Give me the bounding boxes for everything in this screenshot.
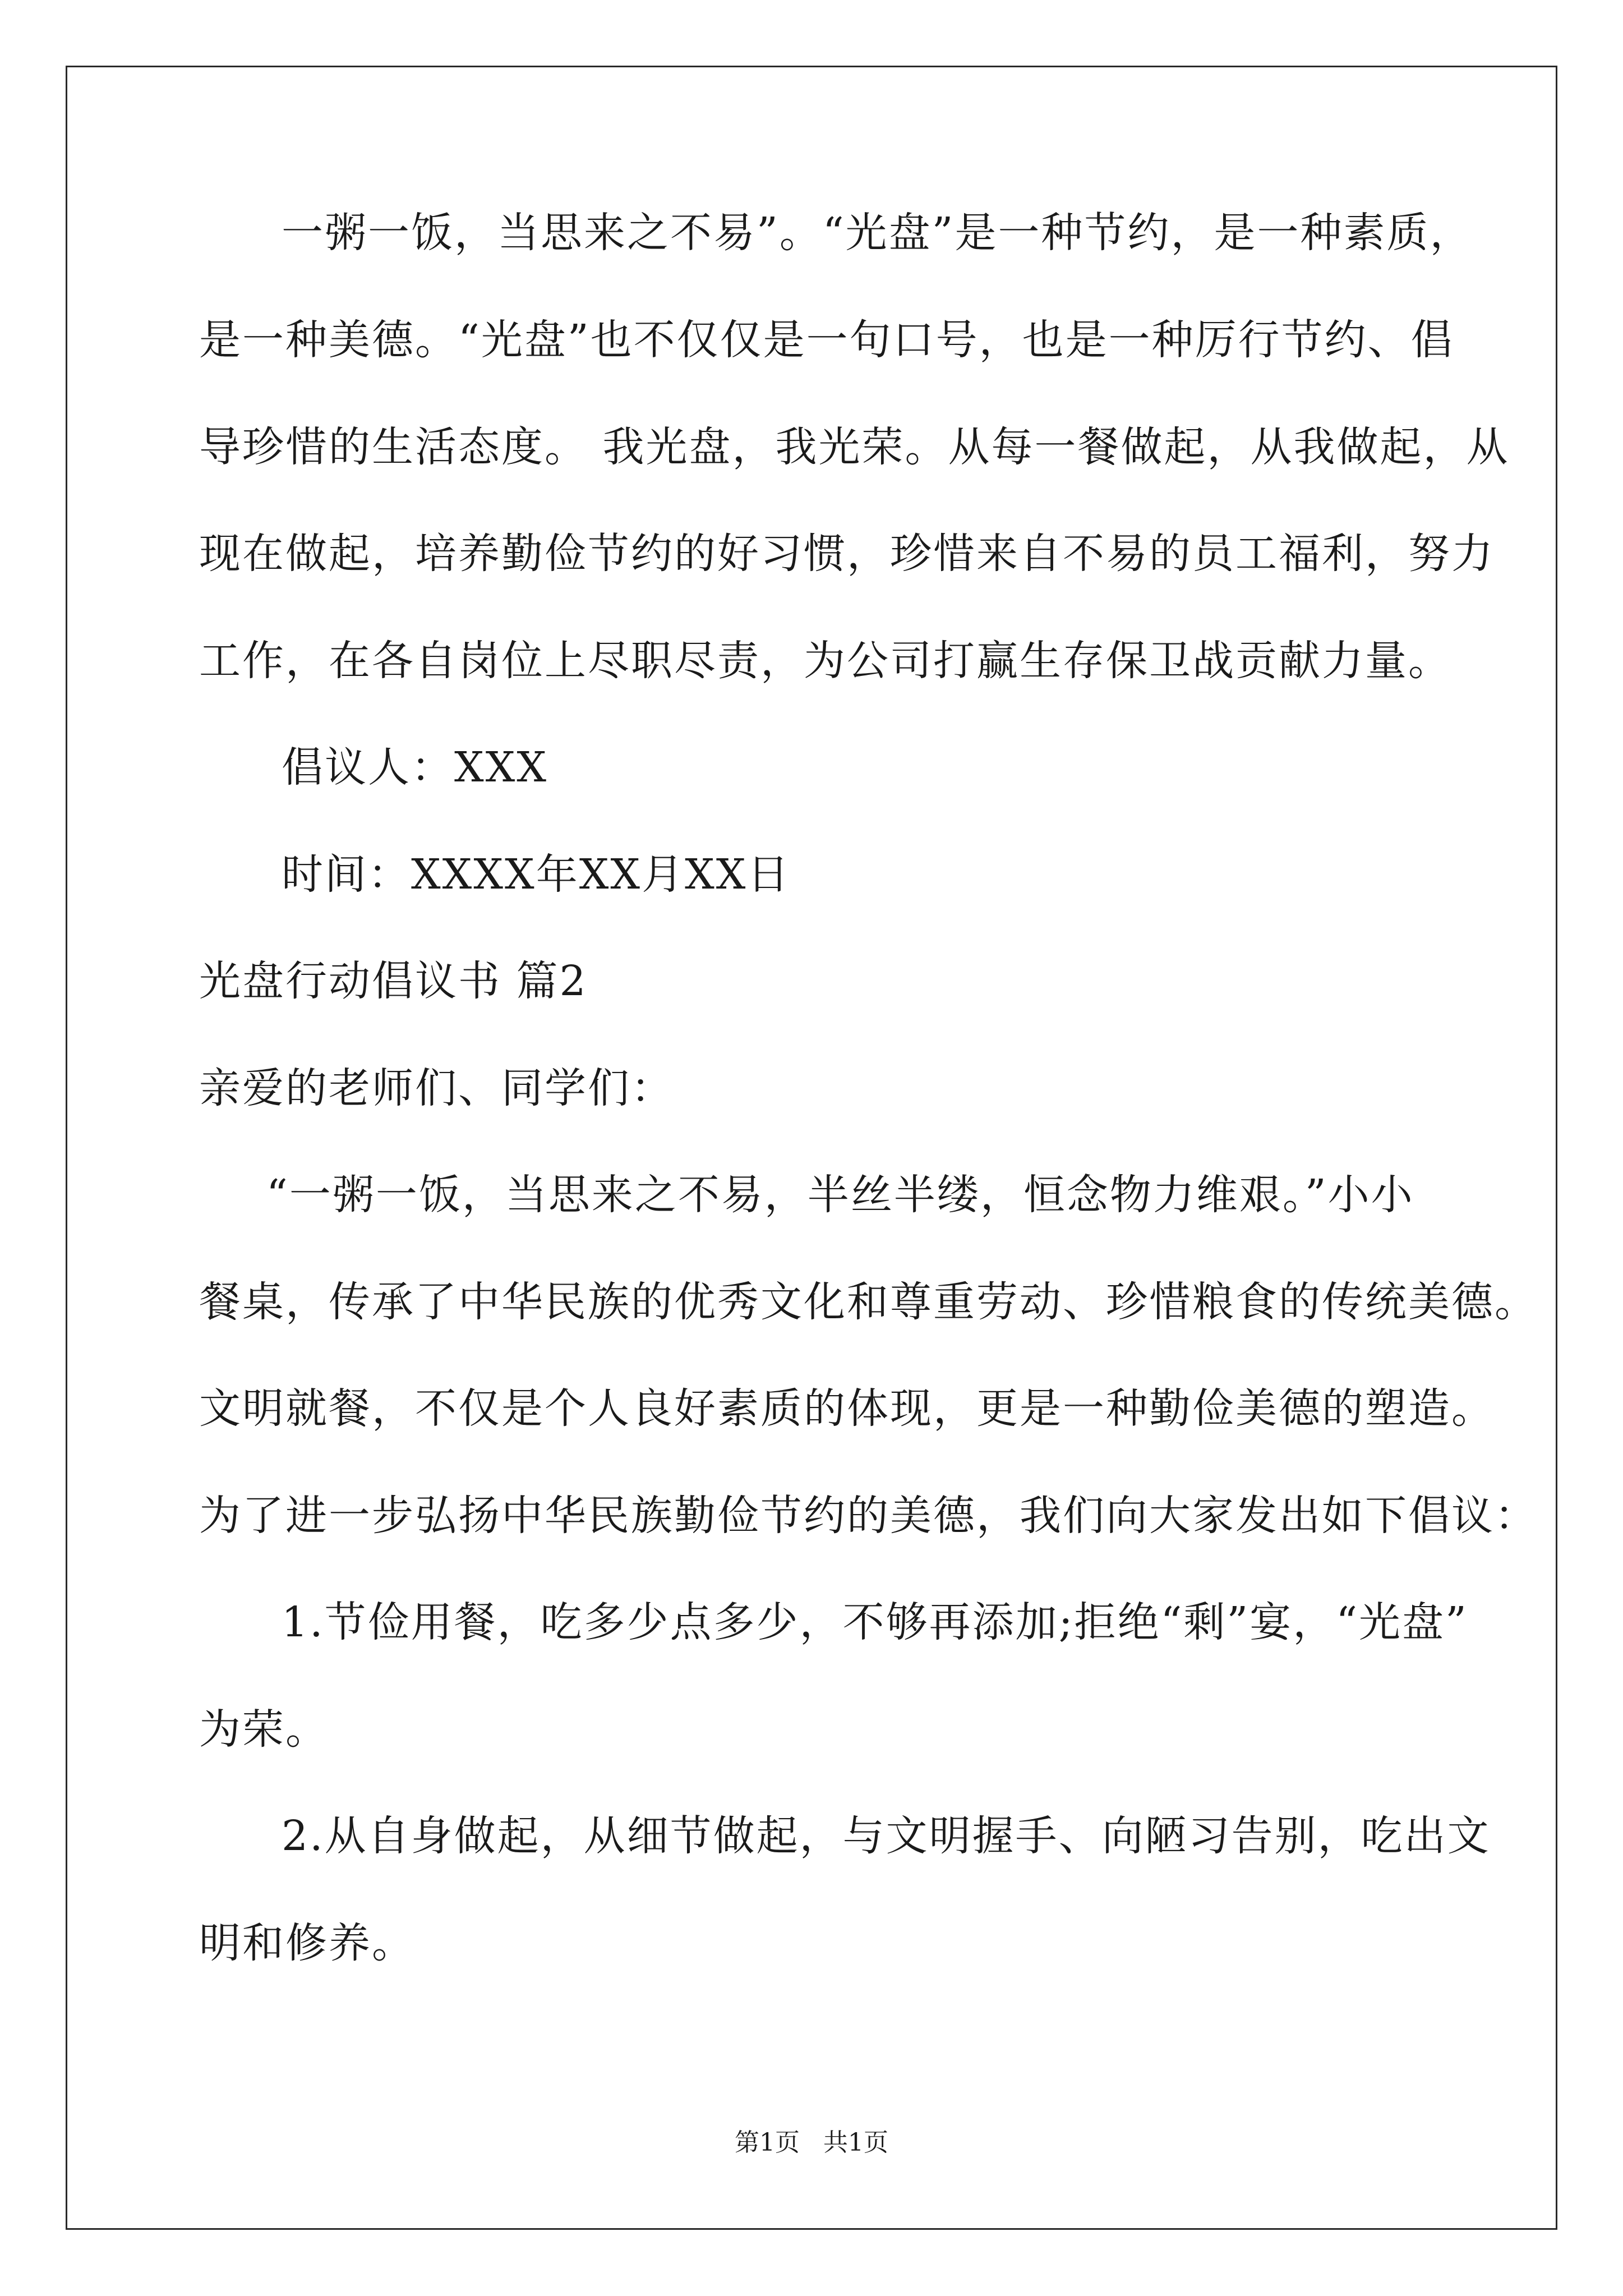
proposal-item-1: 1.节俭用餐，吃多少点多少，不够再添加;拒绝“剩”宴，“光盘” — [282, 1598, 1468, 1646]
paragraph-line: 是一种美德。“光盘”也不仅仅是一句口号，也是一种厉行节约、倡 — [199, 316, 1454, 364]
initiator-line: 倡议人：XXX — [282, 743, 548, 792]
section-heading: 光盘行动倡议书 篇2 — [199, 957, 588, 1005]
paragraph-line: 工作，在各自岗位上尽职尽责，为公司打赢生存保卫战贡献力量。 — [199, 637, 1451, 685]
page-border — [66, 66, 1557, 2230]
paragraph-line: 为了进一步弘扬中华民族勤俭节约的美德，我们向大家发出如下倡议： — [199, 1492, 1538, 1540]
paragraph-line: “一粥一饭，当思来之不易，半丝半缕，恒念物力维艰。”小小 — [266, 1171, 1414, 1219]
proposal-item-1-cont: 为荣。 — [199, 1705, 329, 1754]
salutation: 亲爱的老师们、同学们： — [199, 1064, 674, 1112]
date-line: 时间：XXXX年XX月XX日 — [282, 850, 791, 899]
page-footer: 第1页 共1页 — [735, 2128, 888, 2157]
paragraph-line: 一粥一饭，当思来之不易”。“光盘”是一种节约，是一种素质， — [282, 209, 1473, 257]
proposal-item-2-cont: 明和修养。 — [199, 1919, 415, 1967]
paragraph-line: 现在做起，培养勤俭节约的好习惯，珍惜来自不易的员工福利，努力 — [199, 530, 1495, 578]
paragraph-line: 餐桌，传承了中华民族的优秀文化和尊重劳动、珍惜粮食的传统美德。 — [199, 1278, 1538, 1326]
paragraph-line: 导珍惜的生活态度。 我光盘，我光荣。从每一餐做起，从我做起，从 — [199, 423, 1510, 471]
paragraph-line: 文明就餐，不仅是个人良好素质的体现，更是一种勤俭美德的塑造。 — [199, 1384, 1495, 1433]
proposal-item-2: 2.从自身做起，从细节做起，与文明握手、向陋习告别，吃出文 — [282, 1812, 1491, 1860]
